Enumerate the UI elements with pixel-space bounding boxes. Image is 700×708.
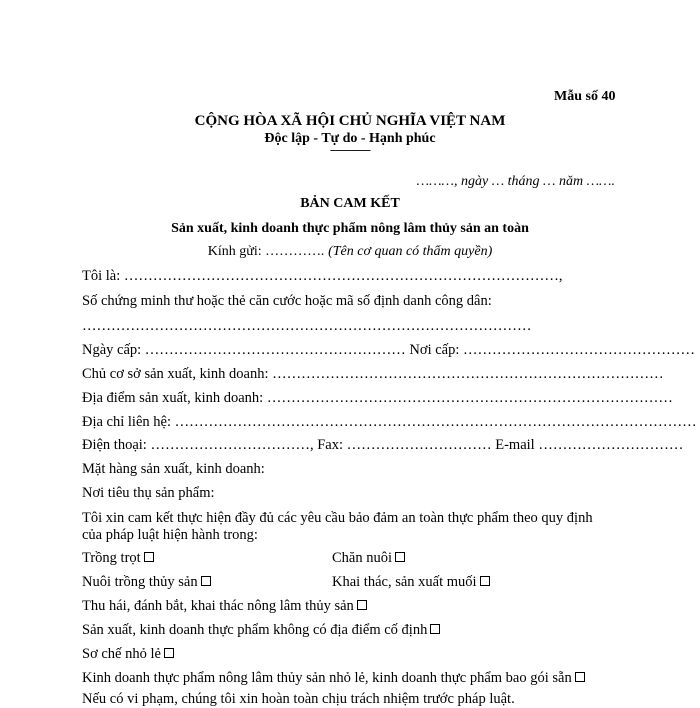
option-small-trade bbox=[82, 670, 585, 687]
option-cultivation-label: Trồng trọt bbox=[82, 550, 141, 566]
option-salt-label: Khai thác, sản xuất muối bbox=[332, 574, 477, 590]
recipient-line bbox=[0, 244, 700, 260]
field-phone: Điện thoại: ……………………………, Fax: ………………………… E-mail ………………………… bbox=[82, 437, 684, 453]
national-motto: Độc lập - Tự do - Hạnh phúc bbox=[264, 131, 436, 146]
checkbox-salt[interactable] bbox=[480, 576, 490, 586]
field-location: Địa điểm sản xuất, kinh doanh: ………………………………………………………………………… bbox=[82, 390, 673, 406]
date-line: ………, ngày … tháng … năm ……. bbox=[416, 174, 615, 189]
option-livestock bbox=[332, 550, 405, 567]
closing-line: Nếu có vi phạm, chúng tôi xin hoàn toàn chịu trách nhiệm trước pháp luật. bbox=[82, 691, 515, 707]
option-livestock-label: Chăn nuôi bbox=[332, 550, 393, 566]
field-name: Tôi là: ………………………………………………………………………………, bbox=[82, 268, 563, 284]
commitment-line-2: của pháp luật hiện hành trong: bbox=[82, 527, 258, 543]
country-name: CỘNG HÒA XÃ HỘI CHỦ NGHĨA VIỆT NAM bbox=[194, 113, 506, 129]
option-aquaculture-label: Nuôi trồng thủy sản bbox=[82, 574, 198, 590]
checkbox-cultivation[interactable] bbox=[144, 552, 154, 562]
checkbox-livestock[interactable] bbox=[395, 552, 405, 562]
option-aquaculture bbox=[82, 574, 211, 591]
checkbox-aquaculture[interactable] bbox=[201, 576, 211, 586]
option-small-preliminary-label: Sơ chế nhỏ lẻ bbox=[82, 646, 161, 662]
option-small-preliminary bbox=[82, 646, 174, 663]
option-harvest-label: Thu hái, đánh bắt, khai thác nông lâm thủy sản bbox=[82, 598, 354, 614]
option-salt bbox=[332, 574, 490, 591]
form-number: Mẫu số 40 bbox=[554, 89, 616, 104]
field-id-dots: ………………………………………………………………………………… bbox=[82, 318, 532, 334]
field-owner: Chủ cơ sở sản xuất, kinh doanh: ……………………………………………………………………… bbox=[82, 366, 664, 382]
recipient-dots: ………… bbox=[265, 244, 322, 259]
checkbox-small-trade[interactable] bbox=[575, 672, 585, 682]
document-title: BẢN CAM KẾT bbox=[300, 196, 400, 211]
option-no-fixed-location bbox=[82, 622, 440, 639]
field-issue: Ngày cấp: ……………………………………………… Nơi cấp: ………………………………………… bbox=[82, 342, 696, 358]
checkbox-no-fixed-location[interactable] bbox=[430, 624, 440, 634]
option-harvest bbox=[82, 598, 367, 615]
commitment-line-1: Tôi xin cam kết thực hiện đầy đủ các yêu cầu bảo đảm an toàn thực phẩm theo quy định bbox=[82, 510, 593, 526]
motto-separator: --------------- bbox=[330, 144, 370, 156]
field-address: Địa chỉ liên hệ: ……………………………………………………………………………………………… bbox=[82, 414, 697, 430]
field-market: Nơi tiêu thụ sản phẩm: bbox=[82, 485, 215, 501]
document-subtitle: Sản xuất, kinh doanh thực phẩm nông lâm thủy sản an toàn bbox=[171, 221, 529, 236]
checkbox-harvest[interactable] bbox=[357, 600, 367, 610]
recipient-label: Kính gửi: bbox=[207, 244, 266, 259]
recipient-note: . (Tên cơ quan có thẩm quyền) bbox=[321, 244, 493, 259]
option-small-trade-label: Kinh doanh thực phẩm nông lâm thủy sản nhỏ lẻ, kinh doanh thực phẩm bao gói sẵn bbox=[82, 670, 572, 686]
field-id-label: Số chứng minh thư hoặc thẻ căn cước hoặc mã số định danh công dân: bbox=[82, 293, 492, 309]
option-no-fixed-location-label: Sản xuất, kinh doanh thực phẩm không có địa điểm cố định bbox=[82, 622, 428, 638]
checkbox-small-preliminary[interactable] bbox=[164, 648, 174, 658]
option-cultivation bbox=[82, 550, 154, 567]
field-products: Mặt hàng sản xuất, kinh doanh: bbox=[82, 461, 265, 477]
